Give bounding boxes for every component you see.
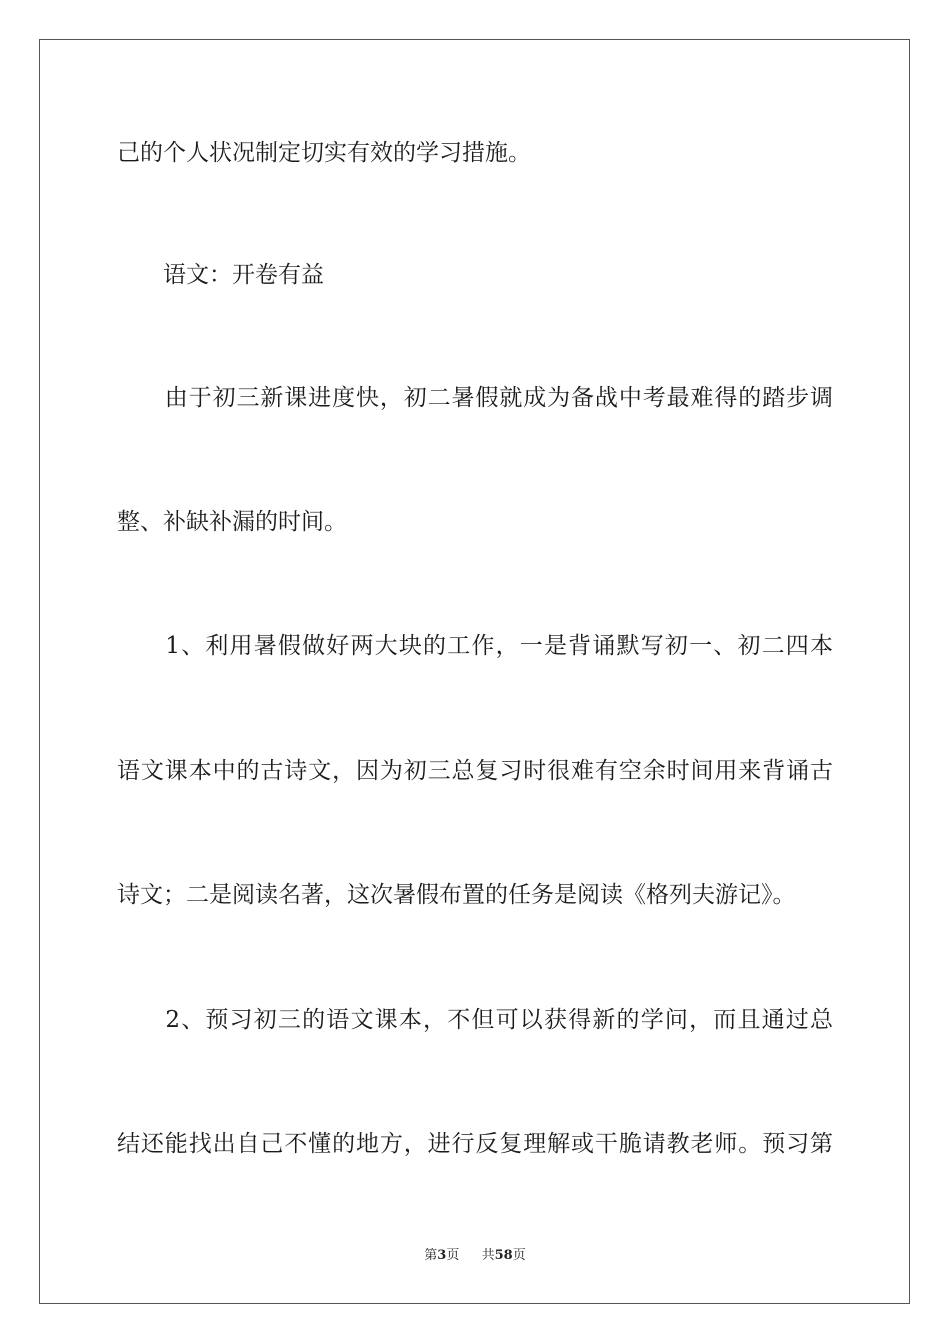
footer-page-number: 3: [437, 1248, 447, 1263]
body-line-1: 己的个人状况制定切实有效的学习措施。: [117, 140, 531, 166]
body-line-5: 1、利用暑假做好两大块的工作，一是背诵默写初一、初二四本: [117, 633, 833, 659]
page-border: [39, 39, 910, 1304]
body-line-6: 语文课本中的古诗文，因为初三总复习时很难有空余时间用来背诵古: [117, 758, 833, 784]
body-line-9: 结还能找出自己不懂的地方，进行反复理解或干脆请教老师。预习第: [117, 1131, 833, 1157]
body-line-3: 由于初三新课进度快，初二暑假就成为备战中考最难得的踏步调: [117, 385, 833, 411]
body-line-7: 诗文；二是阅读名著，这次暑假布置的任务是阅读《格列夫游记》。: [117, 882, 796, 908]
body-line-4: 整、补缺补漏的时间。: [117, 509, 347, 535]
page-footer: [0, 1247, 950, 1265]
footer-total-suffix: 页: [512, 1248, 526, 1263]
footer-total-prefix: 共: [481, 1248, 495, 1263]
body-line-8: 2、预习初三的语文课本，不但可以获得新的学问，而且通过总: [117, 1007, 833, 1033]
footer-total-number: 58: [494, 1248, 513, 1263]
footer-page-suffix: 页: [446, 1248, 460, 1263]
footer-page-prefix: 第: [424, 1248, 438, 1263]
section-heading-chinese: 语文：开卷有益: [117, 262, 324, 288]
